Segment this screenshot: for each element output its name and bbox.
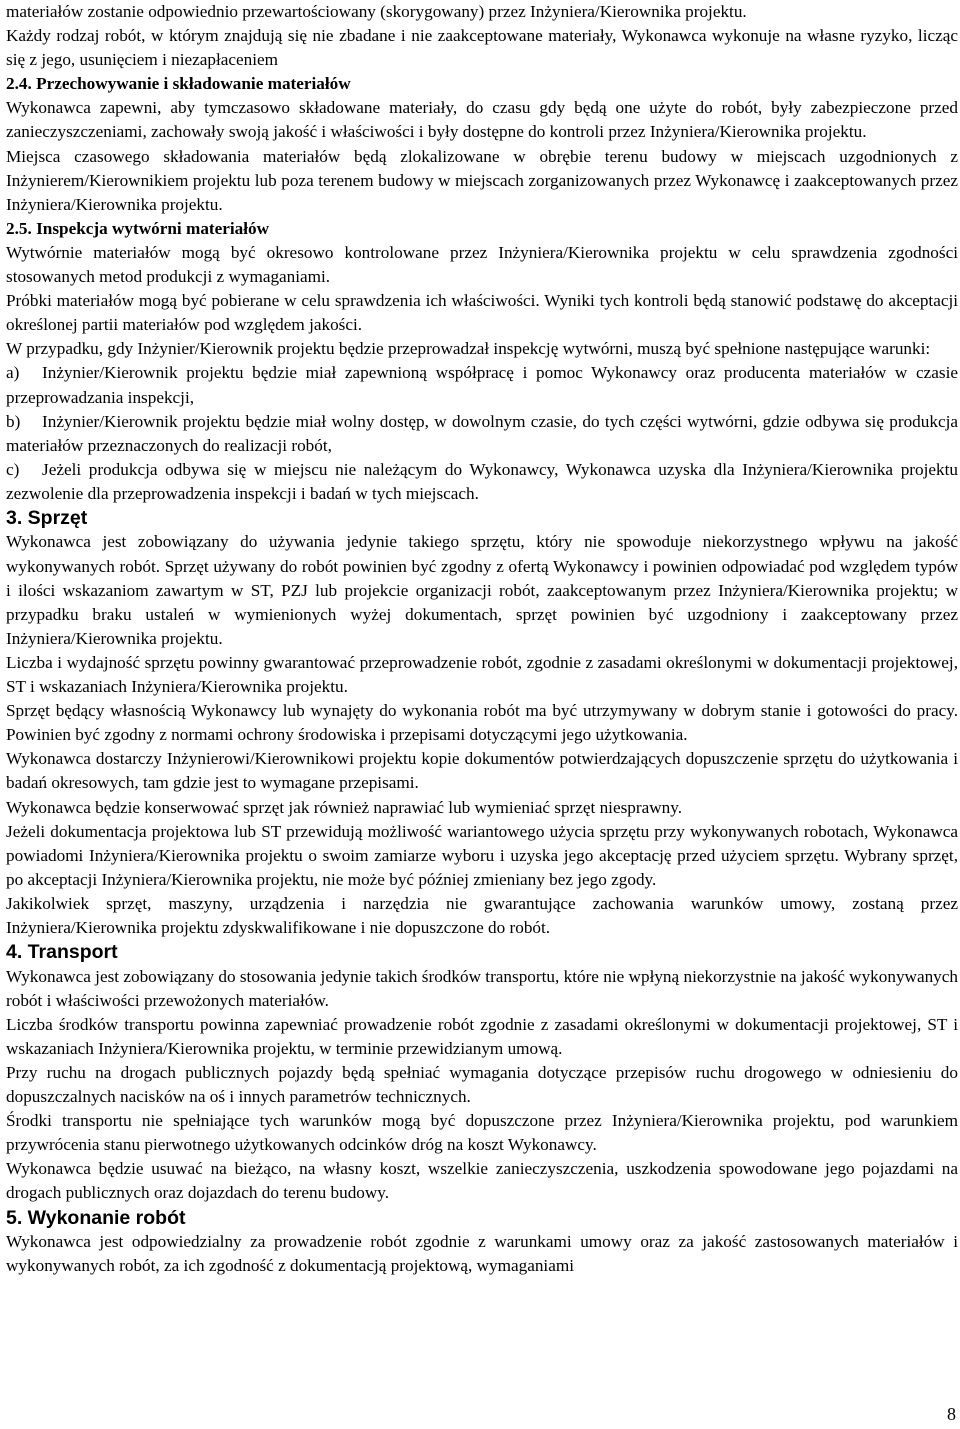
list-item [6, 458, 958, 506]
paragraph: Próbki materiałów mogą być pobierane w celu sprawdzenia ich właściwości. Wyniki tych kontroli będą stanowić podstawę do akceptacji określonej partii materiałów pod względem jakości. [6, 291, 958, 335]
document-page [6, 0, 958, 1278]
page-number: 8 [947, 1404, 956, 1424]
paragraph: Liczba i wydajność sprzętu powinny gwarantować przeprowadzenie robót, zgodnie z zasadami określonymi w dokumentacji projektowej, ST i wskazaniach Inżyniera/Kierownika projektu. [6, 652, 958, 697]
section-heading-3: 3. Sprzęt [6, 506, 88, 529]
list-item-text: Inżynier/Kierownik projektu będzie miał wolny dostęp, w dowolnym czasie, do tych części wytwórni, gdzie odbywa się produkcja materiałów przeznaczonych do realizacji robót, [6, 411, 958, 455]
list-item-text: Inżynier/Kierownik projektu będzie miał zapewnioną współpracę i pomoc Wykonawcy oraz producenta materiałów w czasie przeprowadzania inspekcji, [6, 363, 958, 407]
paragraph: Wykonawca jest odpowiedzialny za prowadzenie robót zgodnie z warunkami umowy oraz za jakość zastosowanych materiałów i wykonywanych robót, za ich zgodność z dokumentacją projektową, wymaganiami [6, 1232, 958, 1276]
paragraph: Każdy rodzaj robót, w którym znajdują się nie zbadane i nie zaakceptowane materiały, Wykonawca wykonuje na własne ryzyko, licząc się z jego, usunięciem i niezapłaceniem [6, 26, 958, 70]
paragraph: W przypadku, gdy Inżynier/Kierownik projektu będzie przeprowadzał inspekcję wytwórni, muszą być spełnione następujące warunki: [6, 339, 931, 359]
section-heading-2-5: 2.5. Inspekcja wytwórni materiałów [6, 218, 270, 238]
paragraph: Przy ruchu na drogach publicznych pojazdy będą spełniać wymagania dotyczące przepisów ruchu drogowego w odniesieniu do dopuszczalnych nacisków na oś i innych parametrów technicznych. [6, 1062, 958, 1107]
paragraph: Miejsca czasowego składowania materiałów będą zlokalizowane w obrębie terenu budowy w miejscach uzgodnionych z Inżynierem/Kierownikiem projektu lub poza terenem budowy w miejscach zorganizowanych przez Wykonawcę i zaakceptowanych przez Inżyniera/Kierownika projektu. [6, 146, 958, 214]
list-item-label: b) [6, 411, 21, 431]
section-heading-5: 5. Wykonanie robót [6, 1206, 186, 1229]
paragraph: Sprzęt będący własnością Wykonawcy lub wynajęty do wykonania robót ma być utrzymywany w dobrym stanie i gotowości do pracy. Powinien być zgodny z normami ochrony środowiska i przepisami dotyczącymi jego użytkowania. [6, 701, 958, 745]
paragraph: Wykonawca dostarczy Inżynierowi/Kierownikowi projektu kopie dokumentów potwierdzających dopuszczenie sprzętu do użytkowania i badań okresowych, tam gdzie jest to wymagane przepisami. [6, 749, 958, 793]
list-item-label: a) [6, 363, 20, 383]
paragraph: Środki transportu nie spełniające tych warunków mogą być dopuszczone przez Inżyniera/Kierownika projektu, pod warunkiem przywrócenia stanu pierwotnego użytkowanych odcinków dróg na koszt Wykonawcy. [6, 1111, 958, 1155]
paragraph: Wykonawca będzie usuwać na bieżąco, na własny koszt, wszelkie zanieczyszczenia, uszkodzenia spowodowane jego pojazdami na drogach publicznych oraz dojazdach do terenu budowy. [6, 1159, 958, 1203]
list-item [6, 410, 958, 458]
paragraph: materiałów zostanie odpowiednio przewartościowany (skorygowany) przez Inżyniera/Kierownika projektu. [6, 2, 747, 21]
paragraph: Wykonawca jest zobowiązany do używania jedynie takiego sprzętu, który nie spowoduje niekorzystnego wpływu na jakość wykonywanych robót. Sprzęt używany do robót powinien być zgodny z ofertą Wykonawcy i powinien odpowiadać pod względem typów i ilości wskazaniom zawartym w ST, PZJ lub projekcie organizacji robót, zaakceptowanym przez Inżyniera/Kierownika projektu; w przypadku braku ustaleń w wymienionych wyżej dokumentach, sprzęt powinien być uzgodniony i zaakceptowany przez Inżyniera/Kierownika projektu. [6, 532, 958, 648]
section-heading-2-4: 2.4. Przechowywanie i składowanie materiałów [6, 74, 351, 94]
paragraph: Wytwórnie materiałów mogą być okresowo kontrolowane przez Inżyniera/Kierownika projektu w celu sprawdzenia zgodności stosowanych metod produkcji z wymaganiami. [6, 242, 958, 287]
paragraph: Jakikolwiek sprzęt, maszyny, urządzenia i narzędzia nie gwarantujące zachowania warunków umowy, zostaną przez Inżyniera/Kierownika projektu zdyskwalifikowane i nie dopuszczone do robót. [6, 893, 958, 937]
paragraph: Jeżeli dokumentacja projektowa lub ST przewidują możliwość wariantowego użycia sprzętu przy wykonywanych robotach, Wykonawca powiadomi Inżyniera/Kierownika projektu o swoim zamiarze wyboru i uzyska jego akceptację przed użyciem sprzętu. Wybrany sprzęt, po akceptacji Inżyniera/Kierownika projektu, nie może być później zmieniany bez jego zgody. [6, 821, 958, 889]
list-item-text: Jeżeli produkcja odbywa się w miejscu nie należącym do Wykonawcy, Wykonawca uzyska dla Inżyniera/Kierownika projektu zezwolenie dla przeprowadzenia inspekcji i badań w tych miejscach. [6, 459, 958, 503]
paragraph: Wykonawca będzie konserwować sprzęt jak również naprawiać lub wymieniać sprzęt niesprawny. [6, 797, 683, 817]
section-heading-4: 4. Transport [6, 941, 118, 964]
list-item [6, 361, 958, 409]
paragraph: Liczba środków transportu powinna zapewniać prowadzenie robót zgodnie z zasadami określonymi w dokumentacji projektowej, ST i wskazaniach Inżyniera/Kierownika projektu, w terminie przewidzianym umową. [6, 1014, 958, 1058]
list-item-label: c) [6, 459, 20, 479]
paragraph: Wykonawca zapewni, aby tymczasowo składowane materiały, do czasu gdy będą one użyte do robót, były zabezpieczone przed zanieczyszczeniami, zachowały swoją jakość i właściwości i były dostępne do kontroli przez Inżyniera/Kierownika projektu. [6, 98, 958, 142]
paragraph: Wykonawca jest zobowiązany do stosowania jedynie takich środków transportu, które nie wpłyną niekorzystnie na jakość wykonywanych robót i właściwości przewożonych materiałów. [6, 966, 958, 1010]
